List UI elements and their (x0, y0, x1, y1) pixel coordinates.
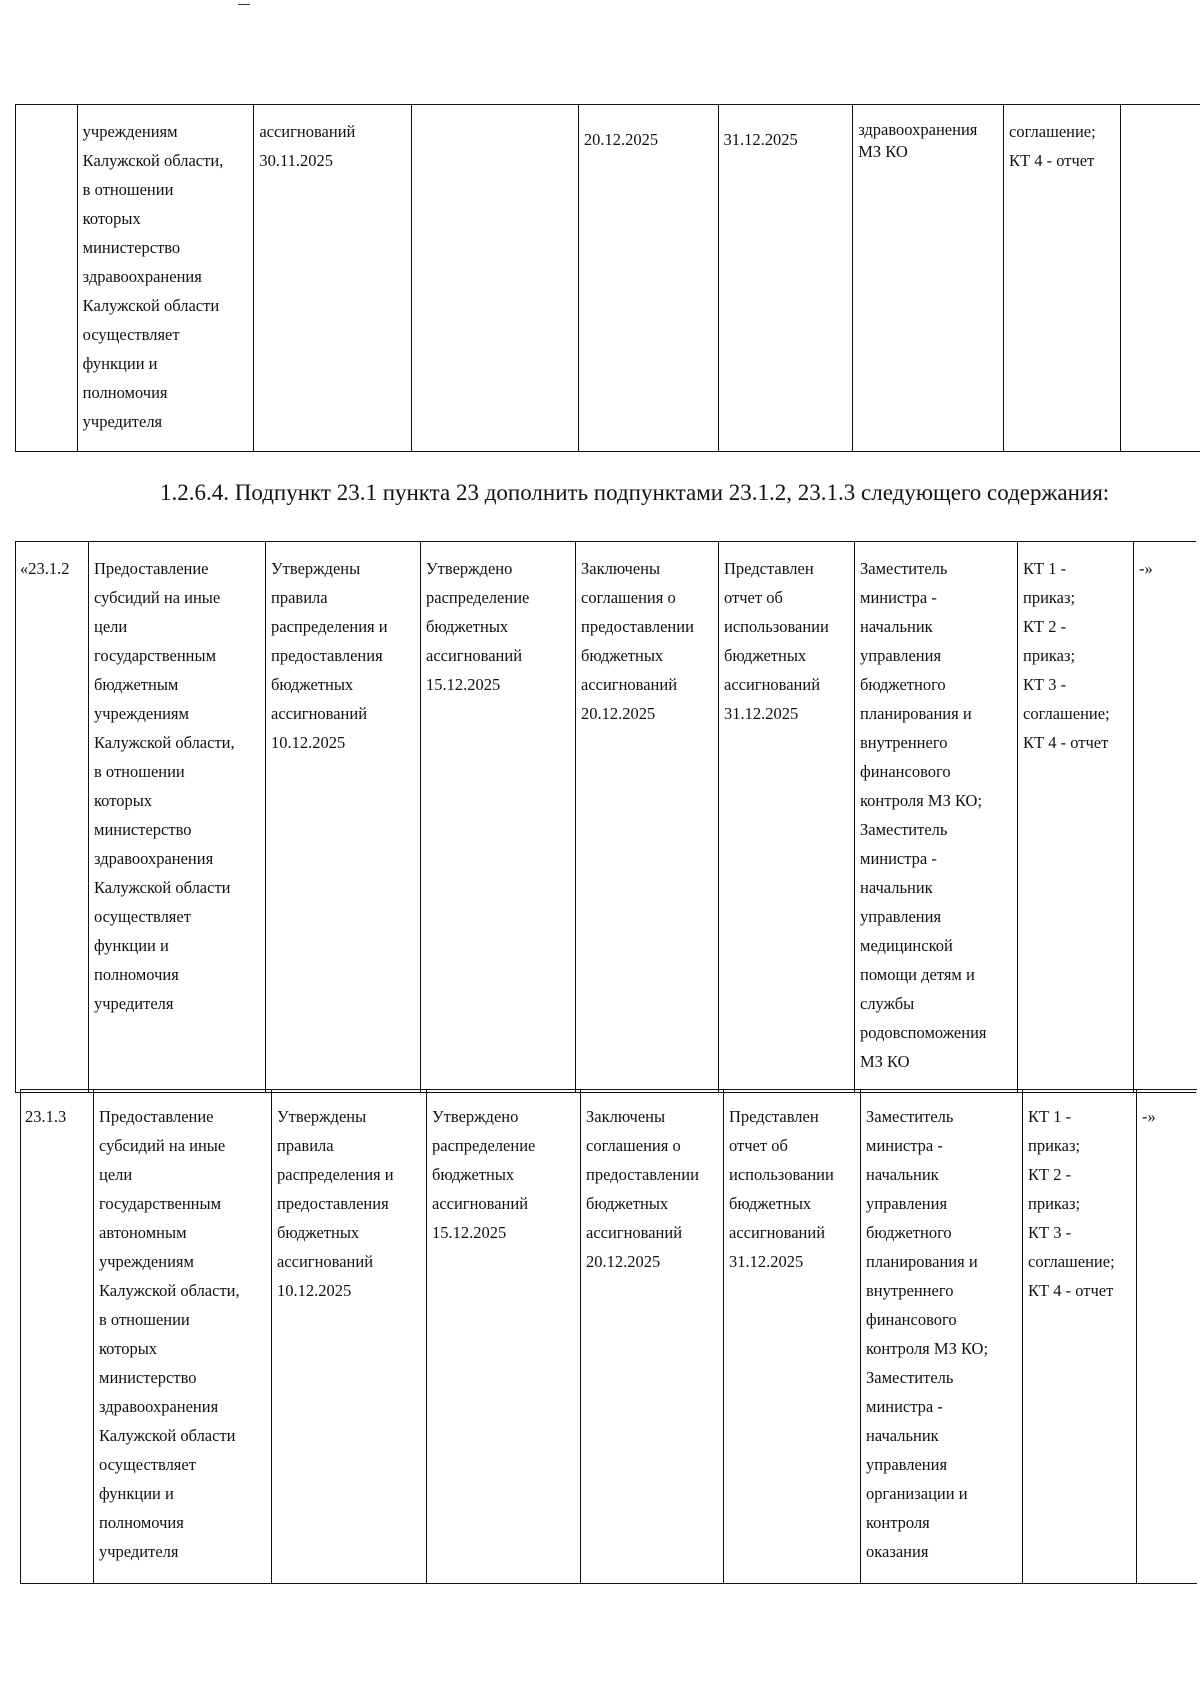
cell-kt4: Представлен отчет об использовании бюджетных ассигнований 31.12.2025 (719, 542, 855, 1093)
cell-responsible: здравоохранения МЗ КО (853, 105, 1004, 452)
cell-responsible: Заместитель министра - начальник управления бюджетного планирования и внутреннего финансового контроля МЗ КО; Заместитель министра - начальник управления организации и контроля оказания (861, 1090, 1023, 1584)
cell-kt3: Заключены соглашения о предоставлении бюджетных ассигнований 20.12.2025 (581, 1090, 724, 1584)
cell-close (1120, 105, 1200, 452)
cell-kt3: Заключены соглашения о предоставлении бюджетных ассигнований 20.12.2025 (576, 542, 719, 1093)
cell-close: -» (1134, 542, 1196, 1093)
table-row-23-1-3 (20, 1089, 1197, 1584)
cell-docs: КТ 1 - приказ; КТ 2 - приказ; КТ 3 - соглашение; КТ 4 - отчет (1018, 542, 1134, 1093)
cell-kt2 (411, 105, 578, 452)
table-fragment (15, 104, 1200, 452)
cell-kt1: Утверждены правила распределения и предоставления бюджетных ассигнований 10.12.2025 (266, 542, 421, 1093)
table-row-23-1-2 (15, 541, 1196, 1093)
cell-responsible: Заместитель министра - начальник управления бюджетного планирования и внутреннего финансового контроля МЗ КО; Заместитель министра - начальник управления медицинской помощи детям и службы родовспоможения МЗ КО (855, 542, 1018, 1093)
paragraph-amendment: 1.2.6.4. Подпункт 23.1 пункта 23 дополнить подпунктами 23.1.2, 23.1.3 следующего содержания: (160, 480, 1110, 505)
cell-target: учреждениям Калужской области, в отношении которых министерство здравоохранения Калужской области осуществляет функции и полномочия учредителя (77, 105, 254, 452)
cell-kt1: Утверждены правила распределения и предоставления бюджетных ассигнований 10.12.2025 (272, 1090, 427, 1584)
cell-number (16, 105, 78, 452)
cell-kt4: Представлен отчет об использовании бюджетных ассигнований 31.12.2025 (724, 1090, 861, 1584)
cell-kt4: 31.12.2025 (718, 105, 853, 452)
cell-target: Предоставление субсидий на иные цели государственным бюджетным учреждениям Калужской области, в отношении которых министерство здравоохранения Калужской области осуществляет функции и полномочия учредителя (89, 542, 266, 1093)
cell-docs: КТ 1 - приказ; КТ 2 - приказ; КТ 3 - соглашение; КТ 4 - отчет (1023, 1090, 1137, 1584)
scan-mark (238, 4, 250, 5)
cell-close: -» (1137, 1090, 1197, 1584)
table-row (16, 105, 1200, 452)
cell-target: Предоставление субсидий на иные цели государственным автономным учреждениям Калужской области, в отношении которых министерство здравоохранения Калужской области осуществляет функции и полномочия учредителя (94, 1090, 272, 1584)
cell-kt3: 20.12.2025 (578, 105, 718, 452)
table-row (21, 1090, 1197, 1584)
cell-number: 23.1.3 (21, 1090, 94, 1584)
table-row (16, 542, 1196, 1093)
cell-number: «23.1.2 (16, 542, 89, 1093)
cell-kt2: Утверждено распределение бюджетных ассигнований 15.12.2025 (427, 1090, 581, 1584)
cell-kt2: Утверждено распределение бюджетных ассигнований 15.12.2025 (421, 542, 576, 1093)
cell-kt1: ассигнований 30.11.2025 (254, 105, 412, 452)
cell-docs: соглашение; КТ 4 - отчет (1004, 105, 1121, 452)
